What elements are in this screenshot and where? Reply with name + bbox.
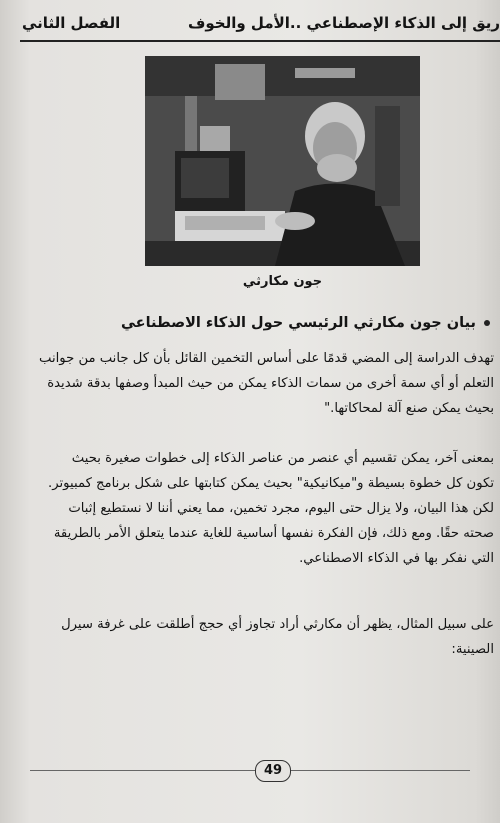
section-heading: [30, 315, 490, 331]
text-line: بمعنى آخر، يمكن تقسيم أي عنصر من عناصر الذكاء إلى خطوات صغيرة بحيث: [71, 451, 494, 466]
paragraph-2: [20, 446, 494, 571]
section-heading-text: بيان جون مكارثي الرئيسي حول الذكاء الاصطناعي: [121, 315, 476, 331]
footer-rule: [30, 770, 470, 771]
text-line: تهدف الدراسة إلى المضي قدمًا على أساس التخمين القائل بأن كل جانب من جوانب: [39, 351, 494, 366]
text-line: التي نفكر بها في الذكاء الاصطناعي.: [299, 551, 494, 566]
text-line: بحيث يمكن صنع آلة لمحاكاتها.": [324, 401, 494, 416]
paragraph-3: [20, 612, 494, 662]
chapter-title: الفصل الثاني: [22, 14, 121, 32]
paragraph-1: [20, 346, 494, 421]
text-line: تكون كل خطوة بسيطة و"ميكانيكية" بحيث يمكن كتابتها على شكل برنامج كمبيوتر.: [48, 476, 494, 491]
text-line: التعلم أو أي سمة أخرى من سمات الذكاء يمكن من حيث المبدأ وصفها بدقة شديدة: [47, 376, 494, 391]
text-line: على سبيل المثال، يظهر أن مكارثي أراد تجاوز أي حجج أطلقت على غرفة سيرل: [61, 617, 494, 632]
book-title: ريق إلى الذكاء الإصطناعي ..الأمل والخوف: [187, 14, 500, 32]
text-line: لكن هذا البيان، ولا يزال حتى اليوم، مجرد تخمين، مما يعني أننا لا نستطيع إثبات: [68, 501, 494, 516]
text-line: الصينية:: [451, 642, 494, 657]
portrait-photo: [145, 56, 420, 266]
running-header: [22, 14, 500, 40]
header-rule: [20, 40, 500, 42]
text-line: صحته حقًا. ومع ذلك، فإن الفكرة نفسها أساسية للغاية عندما يتعلق الأمر بالطريقة: [53, 526, 494, 541]
photo-caption: جون مكارثي: [242, 274, 323, 289]
bullet-icon: [484, 320, 490, 326]
page-number: 49: [255, 760, 291, 782]
